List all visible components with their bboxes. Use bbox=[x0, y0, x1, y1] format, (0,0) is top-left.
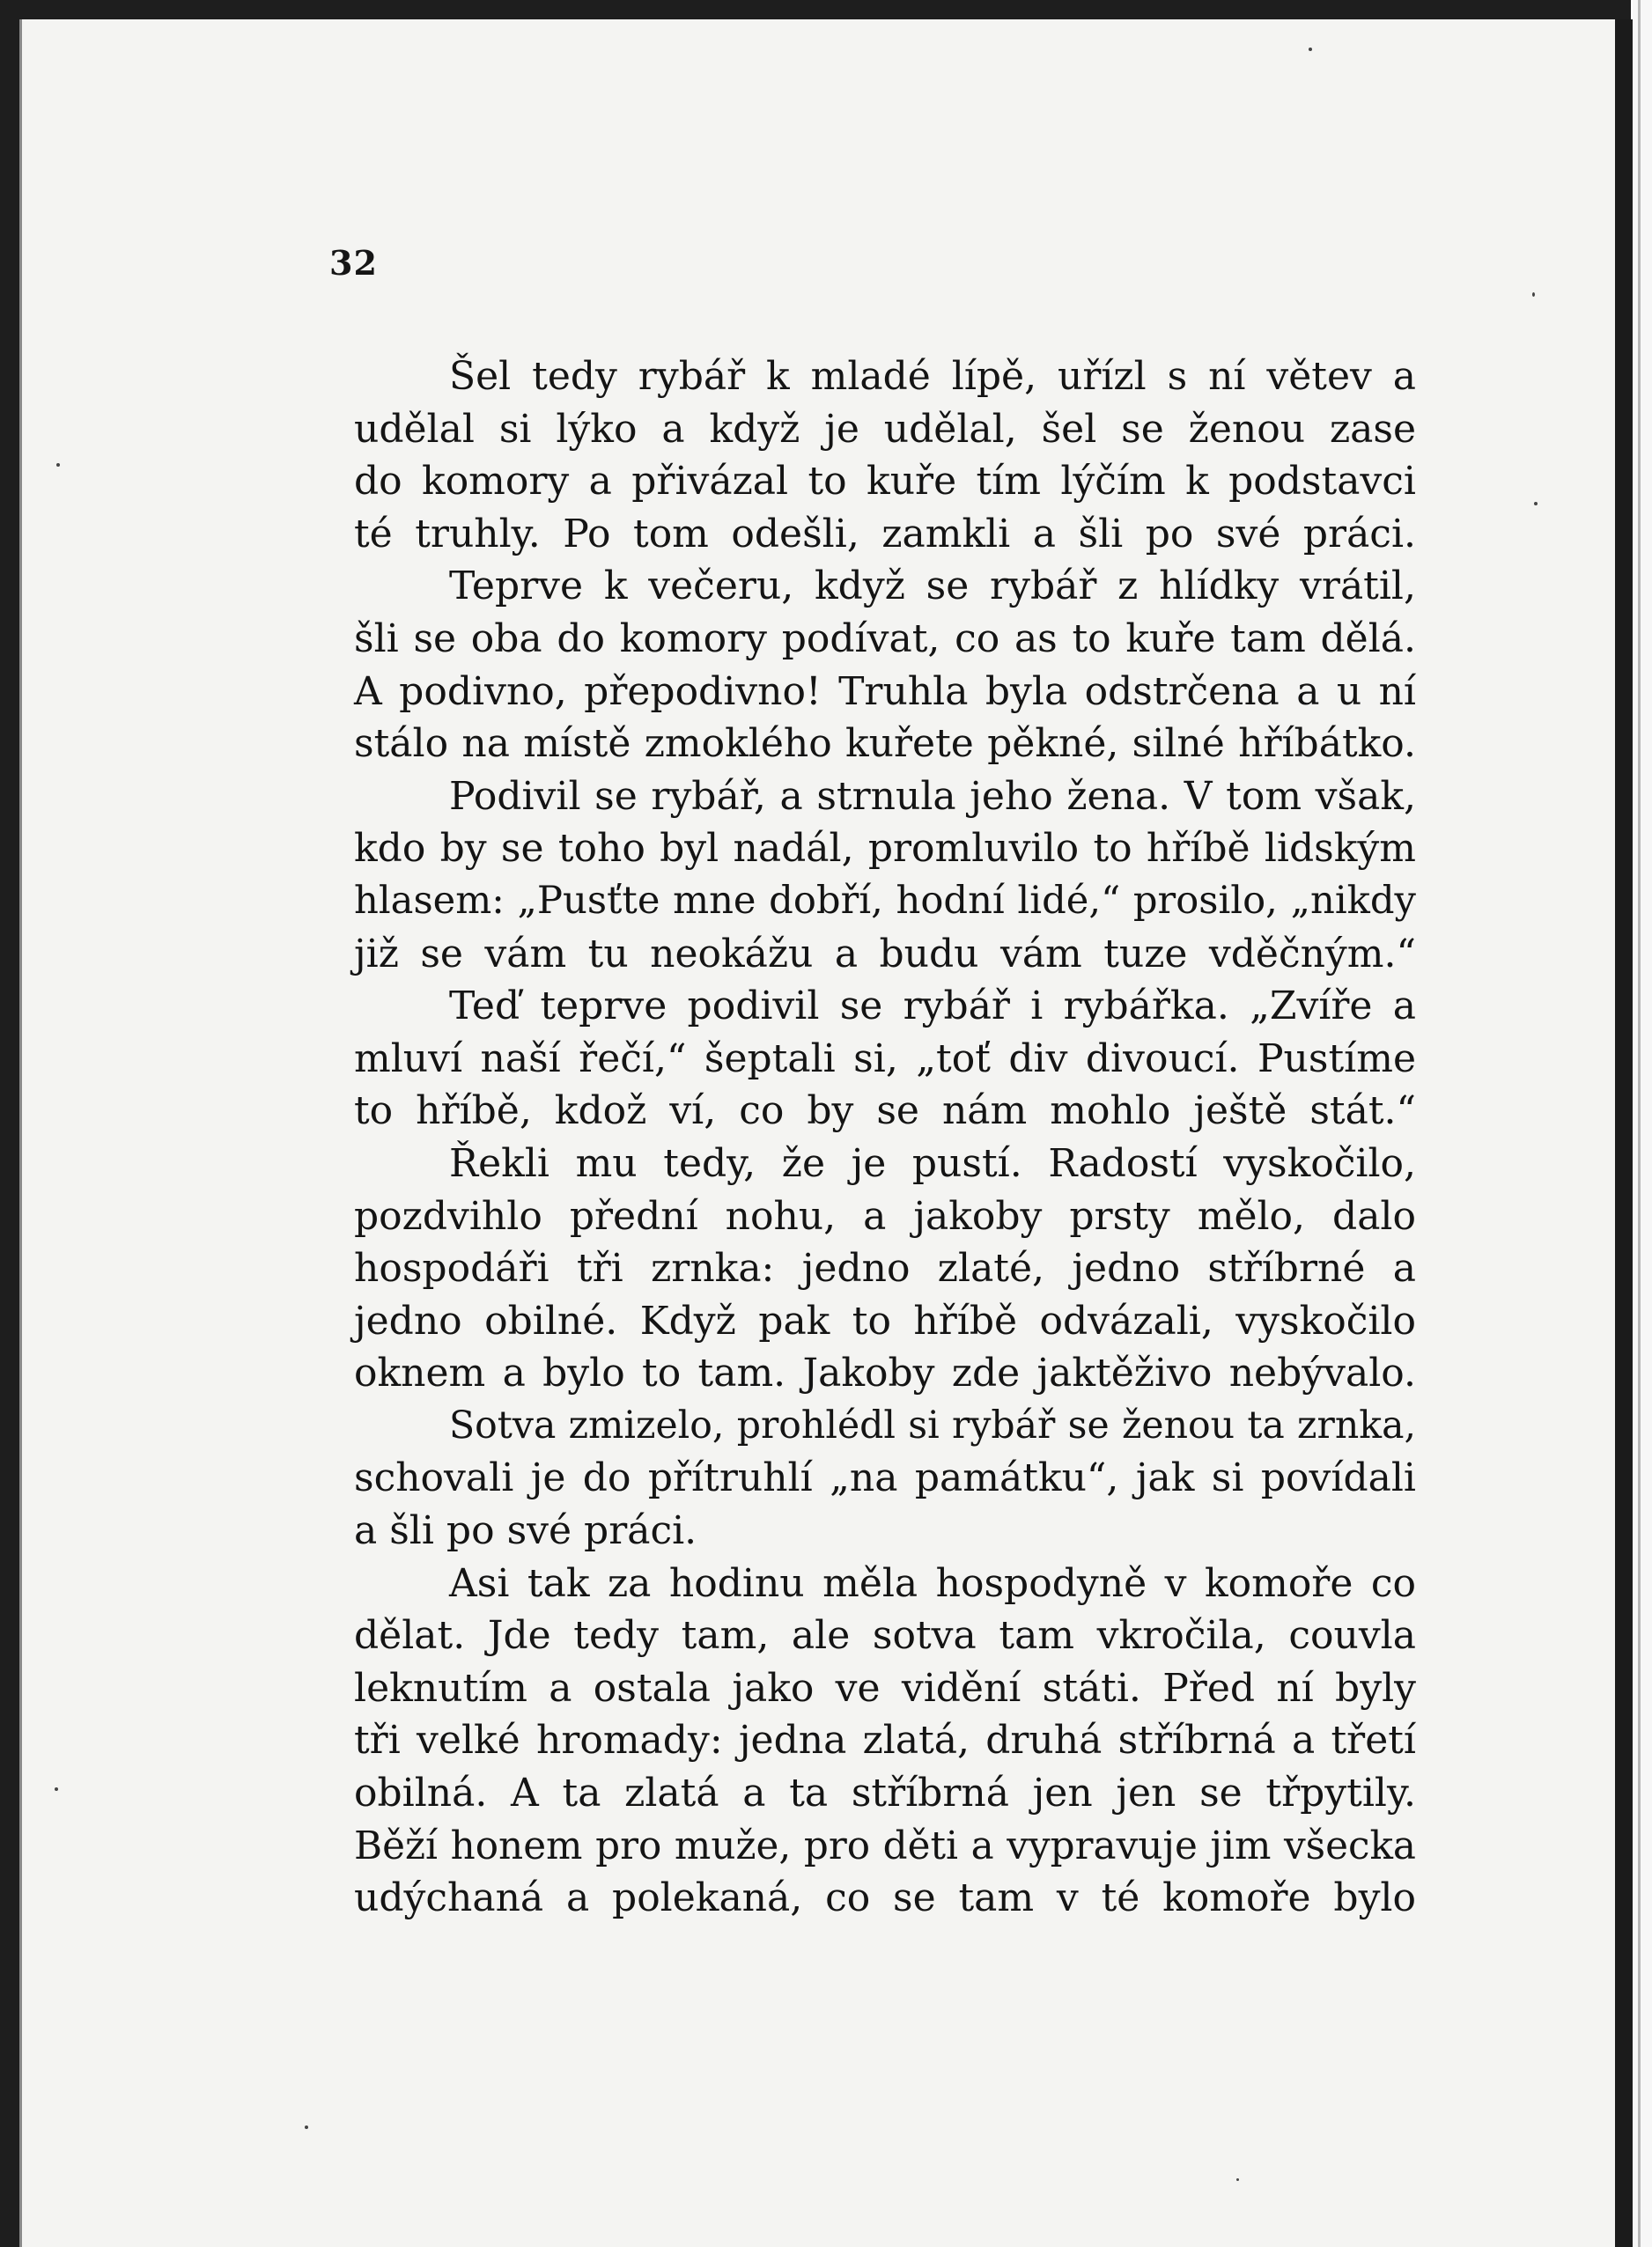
scan-edge-right bbox=[1615, 19, 1633, 2247]
text-line: jedno obilné. Když pak to hříbě odvázali, vyskočilo bbox=[354, 1298, 1416, 1344]
scan-margin-right bbox=[1633, 0, 1652, 2247]
scan-edge-left bbox=[0, 0, 19, 2247]
text-line: do komory a přivázal to kuře tím lýčím k podstavci bbox=[354, 459, 1416, 505]
text-line: A podivno, přepodivno! Truhla byla odstrčena a u ní bbox=[354, 668, 1416, 714]
text-line: pozdvihlo přední nohu, a jakoby prsty mělo, dalo bbox=[354, 1193, 1416, 1239]
text-line: schovali je do přítruhlí „na památku“, jak si povídali bbox=[354, 1455, 1416, 1501]
text-line: kdo by se toho byl nadál, promluvilo to hříbě lidským bbox=[354, 826, 1416, 872]
text-line: Podivil se rybář, a strnula jeho žena. V tom však, bbox=[449, 773, 1416, 819]
text-line: Běží honem pro muže, pro děti a vypravuje jim všecka bbox=[354, 1823, 1416, 1868]
scan-speck bbox=[305, 2125, 308, 2129]
page-number: 32 bbox=[329, 243, 378, 283]
text-line: té truhly. Po tom odešli, zamkli a šli po své práci. bbox=[354, 511, 1416, 556]
text-line: tři velké hromady: jedna zlatá, druhá stříbrná a třetí bbox=[354, 1718, 1416, 1764]
scan-speck bbox=[1534, 502, 1538, 505]
text-line: obilná. A ta zlatá a ta stříbrná jen jen se třpytily. bbox=[354, 1771, 1416, 1816]
text-line: stálo na místě zmoklého kuřete pěkné, silné hříbátko. bbox=[354, 721, 1416, 767]
scan-speck bbox=[1236, 2178, 1239, 2181]
scan-edge-left-shadow bbox=[19, 19, 22, 2247]
scan-speck bbox=[56, 463, 60, 467]
scan-speck bbox=[1532, 292, 1535, 297]
text-line: a šli po své práci. bbox=[354, 1508, 697, 1554]
text-line: hlasem: „Pusťte mne dobří, hodní lidé,“ prosilo, „nikdy bbox=[354, 878, 1416, 923]
text-line: hospodáři tři zrnka: jedno zlaté, jedno stříbrné a bbox=[354, 1246, 1416, 1292]
text-line: Šel tedy rybář k mladé lípě, uřízl s ní větev a bbox=[449, 354, 1416, 399]
text-line: udýchaná a polekaná, co se tam v té komoře bylo bbox=[354, 1875, 1416, 1921]
scan-speck bbox=[1309, 48, 1312, 51]
text-line: mluví naší řečí,“ šeptali si, „toť div divoucí. Pustíme bbox=[354, 1035, 1416, 1081]
text-line: Teprve k večeru, když se rybář z hlídky vrátil, bbox=[449, 564, 1416, 609]
text-line: udělal si lýko a když je udělal, šel se ženou zase bbox=[354, 406, 1416, 452]
text-line: Asi tak za hodinu měla hospodyně v komoře co bbox=[449, 1560, 1416, 1606]
text-line: to hříbě, kdož ví, co by se nám mohlo ještě stát.“ bbox=[354, 1088, 1416, 1134]
text-line: šli se oba do komory podívat, co as to kuře tam dělá. bbox=[354, 615, 1416, 661]
body-text bbox=[354, 350, 1416, 1925]
text-line: již se vám tu neokážu a budu vám tuze vděčným.“ bbox=[354, 931, 1416, 976]
text-line: Teď teprve podivil se rybář i rybářka. „Zvíře a bbox=[449, 984, 1416, 1029]
scan-speck bbox=[55, 1787, 58, 1791]
text-line: dělat. Jde tedy tam, ale sotva tam vkročila, couvla bbox=[354, 1613, 1416, 1659]
text-line: Řekli mu tedy, že je pustí. Radostí vyskočilo, bbox=[449, 1140, 1416, 1186]
text-line: oknem a bylo to tam. Jakoby zde jaktěživo nebývalo. bbox=[354, 1351, 1416, 1396]
scan-edge-top bbox=[0, 0, 1631, 19]
text-line: Sotva zmizelo, prohlédl si rybář se ženou ta zrnka, bbox=[449, 1403, 1416, 1448]
text-line: leknutím a ostala jako ve vidění státi. Před ní byly bbox=[354, 1665, 1416, 1711]
